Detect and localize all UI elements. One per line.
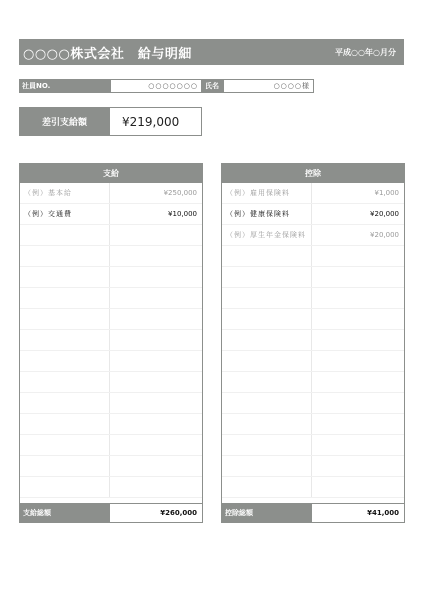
net-pay-value: ¥219,000: [110, 107, 202, 136]
table-row: [20, 372, 202, 393]
payments-total-value: ¥260,000: [110, 503, 203, 523]
row-item: [222, 456, 312, 476]
table-row: [20, 330, 202, 351]
table-row: [20, 393, 202, 414]
page-title: ○○○○株式会社 給与明細: [23, 46, 192, 62]
row-item: [222, 351, 312, 371]
table-row: [222, 456, 404, 477]
row-amount: ¥10,000: [168, 210, 197, 218]
deductions-title: 控除: [222, 164, 404, 183]
row-amount: ¥20,000: [370, 231, 399, 239]
table-row: [20, 183, 202, 204]
table-row: [20, 477, 202, 498]
table-row: [222, 372, 404, 393]
row-item: [222, 477, 312, 497]
payments-section: [19, 163, 203, 523]
employee-name-label: 氏名: [202, 79, 223, 93]
row-item: [20, 435, 110, 455]
payments-title: 支給: [20, 164, 202, 183]
row-item: [20, 267, 110, 287]
deductions-total: [221, 503, 405, 523]
table-row: [222, 435, 404, 456]
table-row: [222, 351, 404, 372]
table-row: [20, 288, 202, 309]
row-item: [20, 225, 110, 245]
table-row: [222, 225, 404, 246]
row-item: [20, 393, 110, 413]
deductions-total-label: 控除総額: [225, 509, 253, 517]
table-row: [20, 351, 202, 372]
table-row: [222, 267, 404, 288]
row-item: （例）交通費: [20, 204, 110, 224]
table-row: [222, 309, 404, 330]
deductions-rows: [222, 183, 404, 498]
document-header: [19, 39, 404, 65]
row-item: [222, 309, 312, 329]
row-item: [222, 372, 312, 392]
row-item: [20, 477, 110, 497]
row-item: [20, 456, 110, 476]
row-item: [222, 435, 312, 455]
row-item: [20, 330, 110, 350]
row-item: [222, 246, 312, 266]
row-item: （例）雇用保険料: [222, 183, 312, 203]
row-item: [20, 414, 110, 434]
pay-period: 平成○○年○月分: [335, 47, 396, 57]
table-row: [222, 414, 404, 435]
row-item: [20, 351, 110, 371]
row-item: [20, 309, 110, 329]
row-item: （例）基本給: [20, 183, 110, 203]
table-row: [222, 477, 404, 498]
employee-id-label: 社員NO.: [19, 79, 110, 93]
table-row: [20, 414, 202, 435]
row-item: [20, 288, 110, 308]
table-row: [20, 246, 202, 267]
net-pay-label: 差引支給額: [19, 107, 110, 136]
row-item: （例）健康保険料: [222, 204, 312, 224]
table-row: [20, 456, 202, 477]
row-item: [222, 414, 312, 434]
row-item: [20, 372, 110, 392]
row-amount: ¥250,000: [163, 189, 197, 197]
payments-total: [19, 503, 203, 523]
table-row: [20, 267, 202, 288]
row-amount: ¥20,000: [370, 210, 399, 218]
row-item: [20, 246, 110, 266]
table-row: [222, 393, 404, 414]
row-item: [222, 330, 312, 350]
table-row: [20, 225, 202, 246]
row-item: [222, 393, 312, 413]
row-item: [222, 288, 312, 308]
employee-id-value: ○○○○○○○: [110, 79, 202, 93]
employee-name-value: ○○○○様: [223, 79, 314, 93]
table-row: [222, 204, 404, 225]
row-item: [222, 267, 312, 287]
table-row: [20, 309, 202, 330]
table-row: [20, 435, 202, 456]
deductions-total-value: ¥41,000: [312, 503, 405, 523]
table-row: [222, 183, 404, 204]
payments-rows: [20, 183, 202, 498]
table-row: [222, 330, 404, 351]
table-row: [20, 204, 202, 225]
payments-total-label: 支給総額: [23, 509, 51, 517]
table-row: [222, 246, 404, 267]
table-row: [222, 288, 404, 309]
row-item: （例）厚生年金保険料: [222, 225, 312, 245]
row-amount: ¥1,000: [374, 189, 399, 197]
deductions-section: [221, 163, 405, 523]
